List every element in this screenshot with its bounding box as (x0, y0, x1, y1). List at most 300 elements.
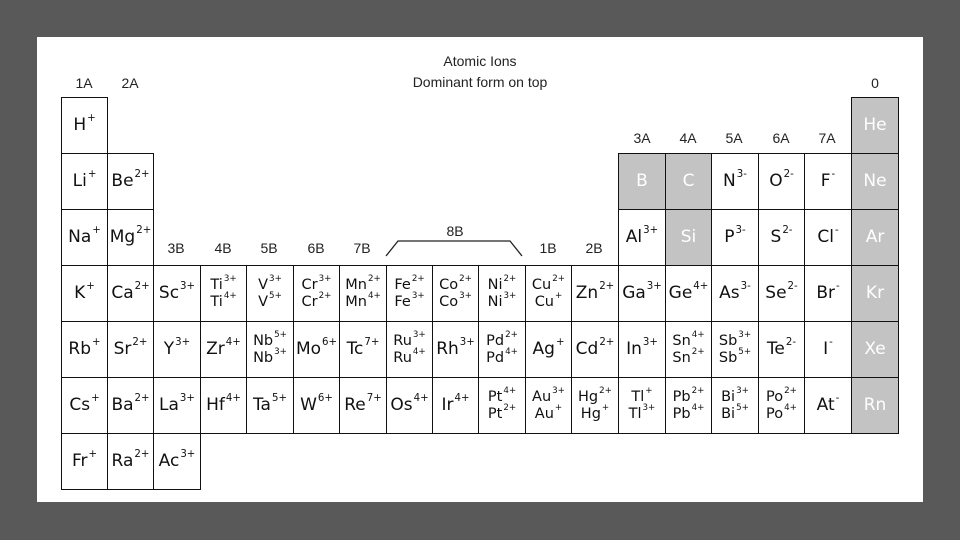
group-label-2a: 2A (121, 75, 139, 91)
ion-symbol: Hg (578, 388, 599, 405)
chart-title: Atomic Ions (443, 53, 517, 69)
element-cell-si (665, 209, 712, 266)
group-label-1b: 1B (539, 240, 557, 256)
ion-symbol: Cr (301, 293, 318, 310)
ion-charge: 5+ (271, 393, 288, 405)
ion-charge: 4+ (691, 403, 705, 414)
secondary-ion (534, 291, 563, 311)
dominant-ion (864, 340, 885, 359)
secondary-ion (672, 403, 705, 423)
element-cell-rn (851, 377, 899, 434)
ion-symbol: Ac (158, 451, 180, 471)
ion-symbol: Rb (68, 339, 92, 359)
secondary-ion (672, 347, 705, 367)
secondary-ion (345, 291, 381, 311)
ion-symbol: Fe (394, 276, 411, 293)
ion-symbol: C (682, 171, 695, 191)
dominant-ion (109, 225, 152, 247)
secondary-ion (486, 347, 518, 367)
ion-symbol: W (300, 395, 317, 415)
ion-symbol: Ne (863, 171, 887, 191)
ion-charge: 4+ (225, 337, 241, 349)
element-cell-cu (525, 265, 572, 322)
ion-symbol: Mg (109, 227, 136, 247)
ion-charge: + (601, 403, 610, 414)
ion-charge: 4+ (413, 393, 429, 405)
dominant-ion (111, 281, 150, 303)
ion-symbol: Kr (865, 283, 885, 303)
dominant-ion (74, 281, 95, 303)
ion-charge: 3+ (318, 274, 332, 285)
ion-charge: + (88, 449, 98, 461)
ion-symbol: Os (390, 395, 413, 415)
ion-charge: 5+ (274, 330, 287, 341)
dominant-ion (344, 393, 382, 415)
ion-charge: 2- (782, 225, 793, 237)
element-cell-ga (618, 265, 666, 322)
ion-charge: 2+ (552, 274, 566, 285)
ion-charge: + (555, 337, 565, 349)
dominant-ion (823, 337, 833, 359)
ion-symbol: Ir (441, 395, 454, 415)
secondary-ion (258, 291, 282, 311)
element-cell-au (525, 377, 572, 434)
element-cell-zr (200, 321, 247, 378)
secondary-ion (439, 291, 472, 311)
secondary-ion (487, 291, 517, 311)
element-cell-te (758, 321, 805, 378)
element-cell-ru (386, 321, 433, 378)
element-cell-sn (665, 321, 712, 378)
element-cell-v (246, 265, 294, 322)
secondary-ion (394, 291, 425, 311)
element-cell-ni (478, 265, 526, 322)
ion-charge: 2+ (134, 281, 150, 293)
ion-charge: 3+ (503, 291, 517, 302)
element-cell-w (293, 377, 340, 434)
dominant-ion (770, 225, 793, 247)
ion-symbol: F (820, 171, 831, 191)
ion-symbol: Mn (345, 276, 367, 293)
ion-symbol: Ga (622, 283, 646, 303)
group-label-6b: 6B (307, 240, 325, 256)
element-cell-be (107, 153, 154, 210)
dominant-ion (816, 281, 840, 303)
element-cell-os (386, 377, 433, 434)
ion-symbol: Na (68, 227, 92, 247)
element-cell-sr (107, 321, 154, 378)
ion-symbol: Sn (672, 332, 691, 349)
dominant-ion (864, 396, 887, 415)
ion-charge: 2+ (367, 274, 381, 285)
dominant-ion (817, 225, 839, 247)
element-cell-pb (665, 377, 712, 434)
ion-charge: 3+ (274, 347, 287, 358)
ion-charge: + (86, 281, 95, 293)
element-cell-fr (61, 433, 108, 490)
ion-charge: 3- (736, 169, 747, 181)
ion-symbol: Sb (718, 332, 738, 349)
ion-charge: - (835, 393, 840, 405)
ion-charge: 4+ (693, 281, 709, 293)
dominant-ion (532, 337, 565, 359)
dominant-ion (724, 225, 746, 247)
ion-charge: 3+ (411, 291, 425, 302)
ion-symbol: Hf (206, 395, 225, 415)
element-cell-co (432, 265, 479, 322)
element-cell-tl (618, 377, 666, 434)
ion-charge: 2+ (691, 347, 705, 358)
ion-symbol: At (816, 395, 835, 415)
ion-symbol: Hg (580, 405, 601, 422)
ion-charge: - (831, 169, 836, 181)
ion-symbol: Li (72, 171, 87, 191)
ion-symbol: Zr (206, 339, 225, 359)
ion-charge: 7+ (364, 337, 380, 349)
dominant-ion (681, 228, 697, 247)
ion-charge: - (829, 337, 833, 349)
ion-symbol: Po (766, 405, 784, 422)
ion-symbol: Sr (113, 339, 132, 359)
element-cell-xe (851, 321, 899, 378)
dominant-ion (436, 337, 475, 359)
ion-charge: 4+ (784, 403, 797, 414)
ion-charge: 3+ (175, 337, 191, 349)
ion-charge: 4+ (691, 330, 705, 341)
ion-symbol: Po (766, 388, 784, 405)
dominant-ion (300, 393, 333, 415)
ion-symbol: He (863, 115, 887, 135)
element-cell-tc (339, 321, 387, 378)
element-cell-mo (293, 321, 340, 378)
element-cell-y (153, 321, 201, 378)
element-cell-ar (851, 209, 899, 266)
secondary-ion (253, 347, 287, 367)
ion-symbol: Ni (487, 276, 503, 293)
element-cell-po (758, 377, 805, 434)
group-label-4b: 4B (214, 240, 232, 256)
ion-symbol: La (159, 395, 179, 415)
dominant-ion (866, 228, 885, 247)
ion-symbol: Nb (253, 349, 274, 366)
element-cell-at (804, 377, 852, 434)
group-label-8b: 8B (446, 223, 464, 239)
ion-charge: 2+ (505, 330, 518, 341)
element-cell-na (61, 209, 108, 266)
ion-charge: + (92, 337, 101, 349)
ion-symbol: H (73, 115, 87, 135)
element-cell-fe (386, 265, 433, 322)
ion-charge: 2+ (134, 449, 150, 461)
element-cell-i (804, 321, 852, 378)
ion-charge: 3+ (646, 281, 662, 293)
dominant-ion (765, 281, 798, 303)
dominant-ion (111, 449, 150, 471)
ion-charge: 5+ (736, 403, 749, 414)
element-cell-sc (153, 265, 201, 322)
dominant-ion (668, 281, 709, 303)
dominant-ion (626, 337, 658, 359)
dominant-ion (866, 284, 884, 303)
secondary-ion (766, 403, 797, 423)
ion-symbol: P (724, 227, 735, 247)
element-cell-ge (665, 265, 712, 322)
ion-charge: + (87, 113, 96, 125)
ion-symbol: Ti (210, 276, 223, 293)
dominant-ion (346, 337, 380, 359)
element-cell-pt (478, 377, 526, 434)
ion-symbol: Pd (486, 349, 505, 366)
dominant-ion (163, 337, 191, 359)
ion-symbol: Ra (111, 451, 134, 471)
dominant-ion (625, 225, 659, 247)
ion-charge: + (91, 393, 100, 405)
ion-symbol: Tc (346, 339, 364, 359)
ion-symbol: Pd (486, 332, 505, 349)
element-cell-bi (711, 377, 759, 434)
element-cell-in (618, 321, 666, 378)
dominant-ion (111, 393, 150, 415)
ion-charge: 3+ (412, 330, 426, 341)
element-cell-c (665, 153, 712, 210)
dominant-ion (206, 337, 241, 359)
element-cell-he (851, 97, 899, 154)
element-cell-rb (61, 321, 108, 378)
ion-charge: 7+ (366, 393, 382, 405)
group-label-1a: 1A (75, 75, 93, 91)
group-label-7b: 7B (353, 240, 371, 256)
ion-charge: 2- (785, 337, 797, 349)
ion-symbol: Br (816, 283, 835, 303)
element-cell-zn (571, 265, 619, 322)
ion-charge: 2+ (134, 393, 150, 405)
ion-charge: 5+ (738, 347, 752, 358)
group-label-3b: 3B (167, 240, 185, 256)
ion-charge: 3+ (179, 393, 195, 405)
dominant-ion (723, 169, 747, 191)
ion-charge: 2+ (459, 274, 472, 285)
ion-symbol: O (769, 171, 783, 191)
ion-symbol: Ru (393, 349, 412, 366)
ion-symbol: Au (534, 405, 554, 422)
ion-charge: - (834, 225, 839, 237)
ion-charge: 2+ (599, 386, 612, 397)
dominant-ion (575, 281, 615, 303)
dominant-ion (111, 169, 150, 191)
dominant-ion (863, 172, 886, 191)
ion-symbol: Cu (531, 276, 552, 293)
ion-charge: 2+ (503, 403, 517, 414)
element-cell-ca (107, 265, 154, 322)
dominant-ion (206, 393, 241, 415)
dominant-ion (766, 337, 797, 359)
dominant-ion (622, 281, 662, 303)
dominant-ion (769, 169, 794, 191)
group-label-6a: 6A (772, 130, 790, 146)
group-8b-bracket (380, 236, 530, 258)
element-cell-o (758, 153, 805, 210)
dominant-ion (73, 113, 96, 135)
element-cell-cr (293, 265, 340, 322)
ion-charge: 3+ (642, 337, 658, 349)
ion-charge: 2+ (132, 337, 148, 349)
element-cell-as (711, 265, 759, 322)
dominant-ion (69, 393, 100, 415)
element-cell-h (61, 97, 108, 154)
dominant-ion (719, 281, 751, 303)
ion-charge: 4+ (225, 393, 241, 405)
ion-symbol: Zn (575, 283, 599, 303)
secondary-ion (718, 347, 752, 367)
group-label-0: 0 (871, 75, 879, 91)
group-label-3a: 3A (633, 130, 651, 146)
ion-symbol: Co (439, 293, 459, 310)
secondary-ion (580, 403, 610, 423)
group-label-2b: 2B (585, 240, 603, 256)
element-cell-la (153, 377, 201, 434)
ion-charge: + (554, 403, 563, 414)
dominant-ion (71, 449, 98, 471)
ion-symbol: Pt (487, 388, 503, 405)
ion-charge: 3+ (269, 274, 282, 285)
element-cell-pd (478, 321, 526, 378)
element-cell-al (618, 209, 666, 266)
ion-symbol: K (74, 283, 86, 303)
ion-charge: 4+ (223, 291, 237, 302)
ion-symbol: Ru (393, 332, 412, 349)
ion-symbol: Cr (301, 276, 318, 293)
ion-symbol: Fr (71, 451, 88, 471)
ion-charge: 3+ (459, 291, 472, 302)
ion-symbol: Ta (252, 395, 271, 415)
element-cell-ti (200, 265, 247, 322)
ion-symbol: Cs (69, 395, 91, 415)
ion-charge: 2+ (599, 281, 615, 293)
ion-symbol: Ge (668, 283, 693, 303)
ion-symbol: B (636, 171, 648, 191)
ion-symbol: Ni (487, 293, 503, 310)
ion-charge: 3+ (459, 337, 475, 349)
ion-charge: 4+ (367, 291, 381, 302)
ion-symbol: Tl (631, 388, 645, 405)
ion-symbol: Ag (532, 339, 555, 359)
dominant-ion (816, 393, 840, 415)
element-cell-ag (525, 321, 572, 378)
element-cell-rh (432, 321, 479, 378)
ion-symbol: Al (625, 227, 643, 247)
ion-charge: 4+ (454, 393, 470, 405)
ion-symbol: Sc (158, 283, 180, 303)
ion-symbol: Pt (487, 405, 503, 422)
ion-charge: 3- (735, 225, 746, 237)
chart-subtitle: Dominant form on top (412, 74, 548, 90)
ion-symbol: Se (765, 283, 787, 303)
ion-symbol: Mo (295, 339, 322, 359)
element-cell-mn (339, 265, 387, 322)
ion-symbol: Rn (863, 395, 887, 415)
ion-symbol: Sb (718, 349, 738, 366)
ion-charge: 2- (783, 169, 794, 181)
ion-charge: 2- (787, 281, 798, 293)
element-cell-cs (61, 377, 108, 434)
ion-symbol: V (258, 293, 269, 310)
element-cell-n (711, 153, 759, 210)
ion-charge: - (835, 281, 840, 293)
ion-symbol: Ti (210, 293, 223, 310)
secondary-ion (210, 291, 237, 311)
ion-symbol: Y (163, 339, 175, 359)
ion-charge: + (87, 169, 97, 181)
ion-symbol: S (770, 227, 782, 247)
ion-charge: 2+ (784, 386, 797, 397)
ion-charge: 4+ (505, 347, 518, 358)
secondary-ion (628, 403, 656, 423)
ion-symbol: Si (680, 227, 697, 247)
ion-charge: 3+ (642, 403, 656, 414)
element-cell-kr (851, 265, 899, 322)
ion-symbol: In (626, 339, 642, 359)
ion-charge: 2+ (503, 274, 517, 285)
ion-charge: 4+ (503, 386, 517, 397)
element-cell-li (61, 153, 108, 210)
element-cell-mg (107, 209, 154, 266)
element-cell-cd (571, 321, 619, 378)
element-cell-ne (851, 153, 899, 210)
dominant-ion (390, 393, 429, 415)
ion-charge: 3+ (180, 449, 196, 461)
dominant-ion (683, 172, 695, 191)
ion-charge: 2+ (691, 386, 705, 397)
group-label-5a: 5A (725, 130, 743, 146)
dominant-ion (295, 337, 338, 359)
ion-symbol: Nb (253, 332, 274, 349)
ion-symbol: As (719, 283, 740, 303)
element-cell-cl (804, 209, 852, 266)
dominant-ion (72, 169, 97, 191)
ion-symbol: Cu (534, 293, 555, 310)
element-cell-ir (432, 377, 479, 434)
ion-symbol: Au (532, 388, 552, 405)
element-cell-b (618, 153, 666, 210)
ion-charge: 3- (740, 281, 751, 293)
dominant-ion (252, 393, 288, 415)
ion-charge: 5+ (269, 291, 282, 302)
ion-symbol: Tl (628, 405, 642, 422)
ion-symbol: Bi (721, 405, 736, 422)
ion-symbol: Fe (394, 293, 411, 310)
ion-symbol: Xe (864, 339, 886, 359)
ion-symbol: Be (111, 171, 134, 191)
element-cell-k (61, 265, 108, 322)
element-cell-ta (246, 377, 294, 434)
ion-symbol: I (823, 339, 829, 359)
ion-charge: 4+ (412, 347, 426, 358)
ion-symbol: V (258, 276, 269, 293)
ion-symbol: Bi (721, 388, 736, 405)
ion-charge: 3+ (643, 225, 659, 237)
dominant-ion (68, 225, 101, 247)
ion-symbol: Ca (111, 283, 134, 303)
ion-charge: 6+ (322, 337, 338, 349)
dominant-ion (159, 393, 195, 415)
secondary-ion (534, 403, 563, 423)
element-cell-p (711, 209, 759, 266)
ion-charge: 6+ (317, 393, 333, 405)
dominant-ion (441, 393, 470, 415)
ion-symbol: Pb (672, 405, 691, 422)
dominant-ion (158, 449, 196, 471)
ion-charge: 3+ (223, 274, 237, 285)
